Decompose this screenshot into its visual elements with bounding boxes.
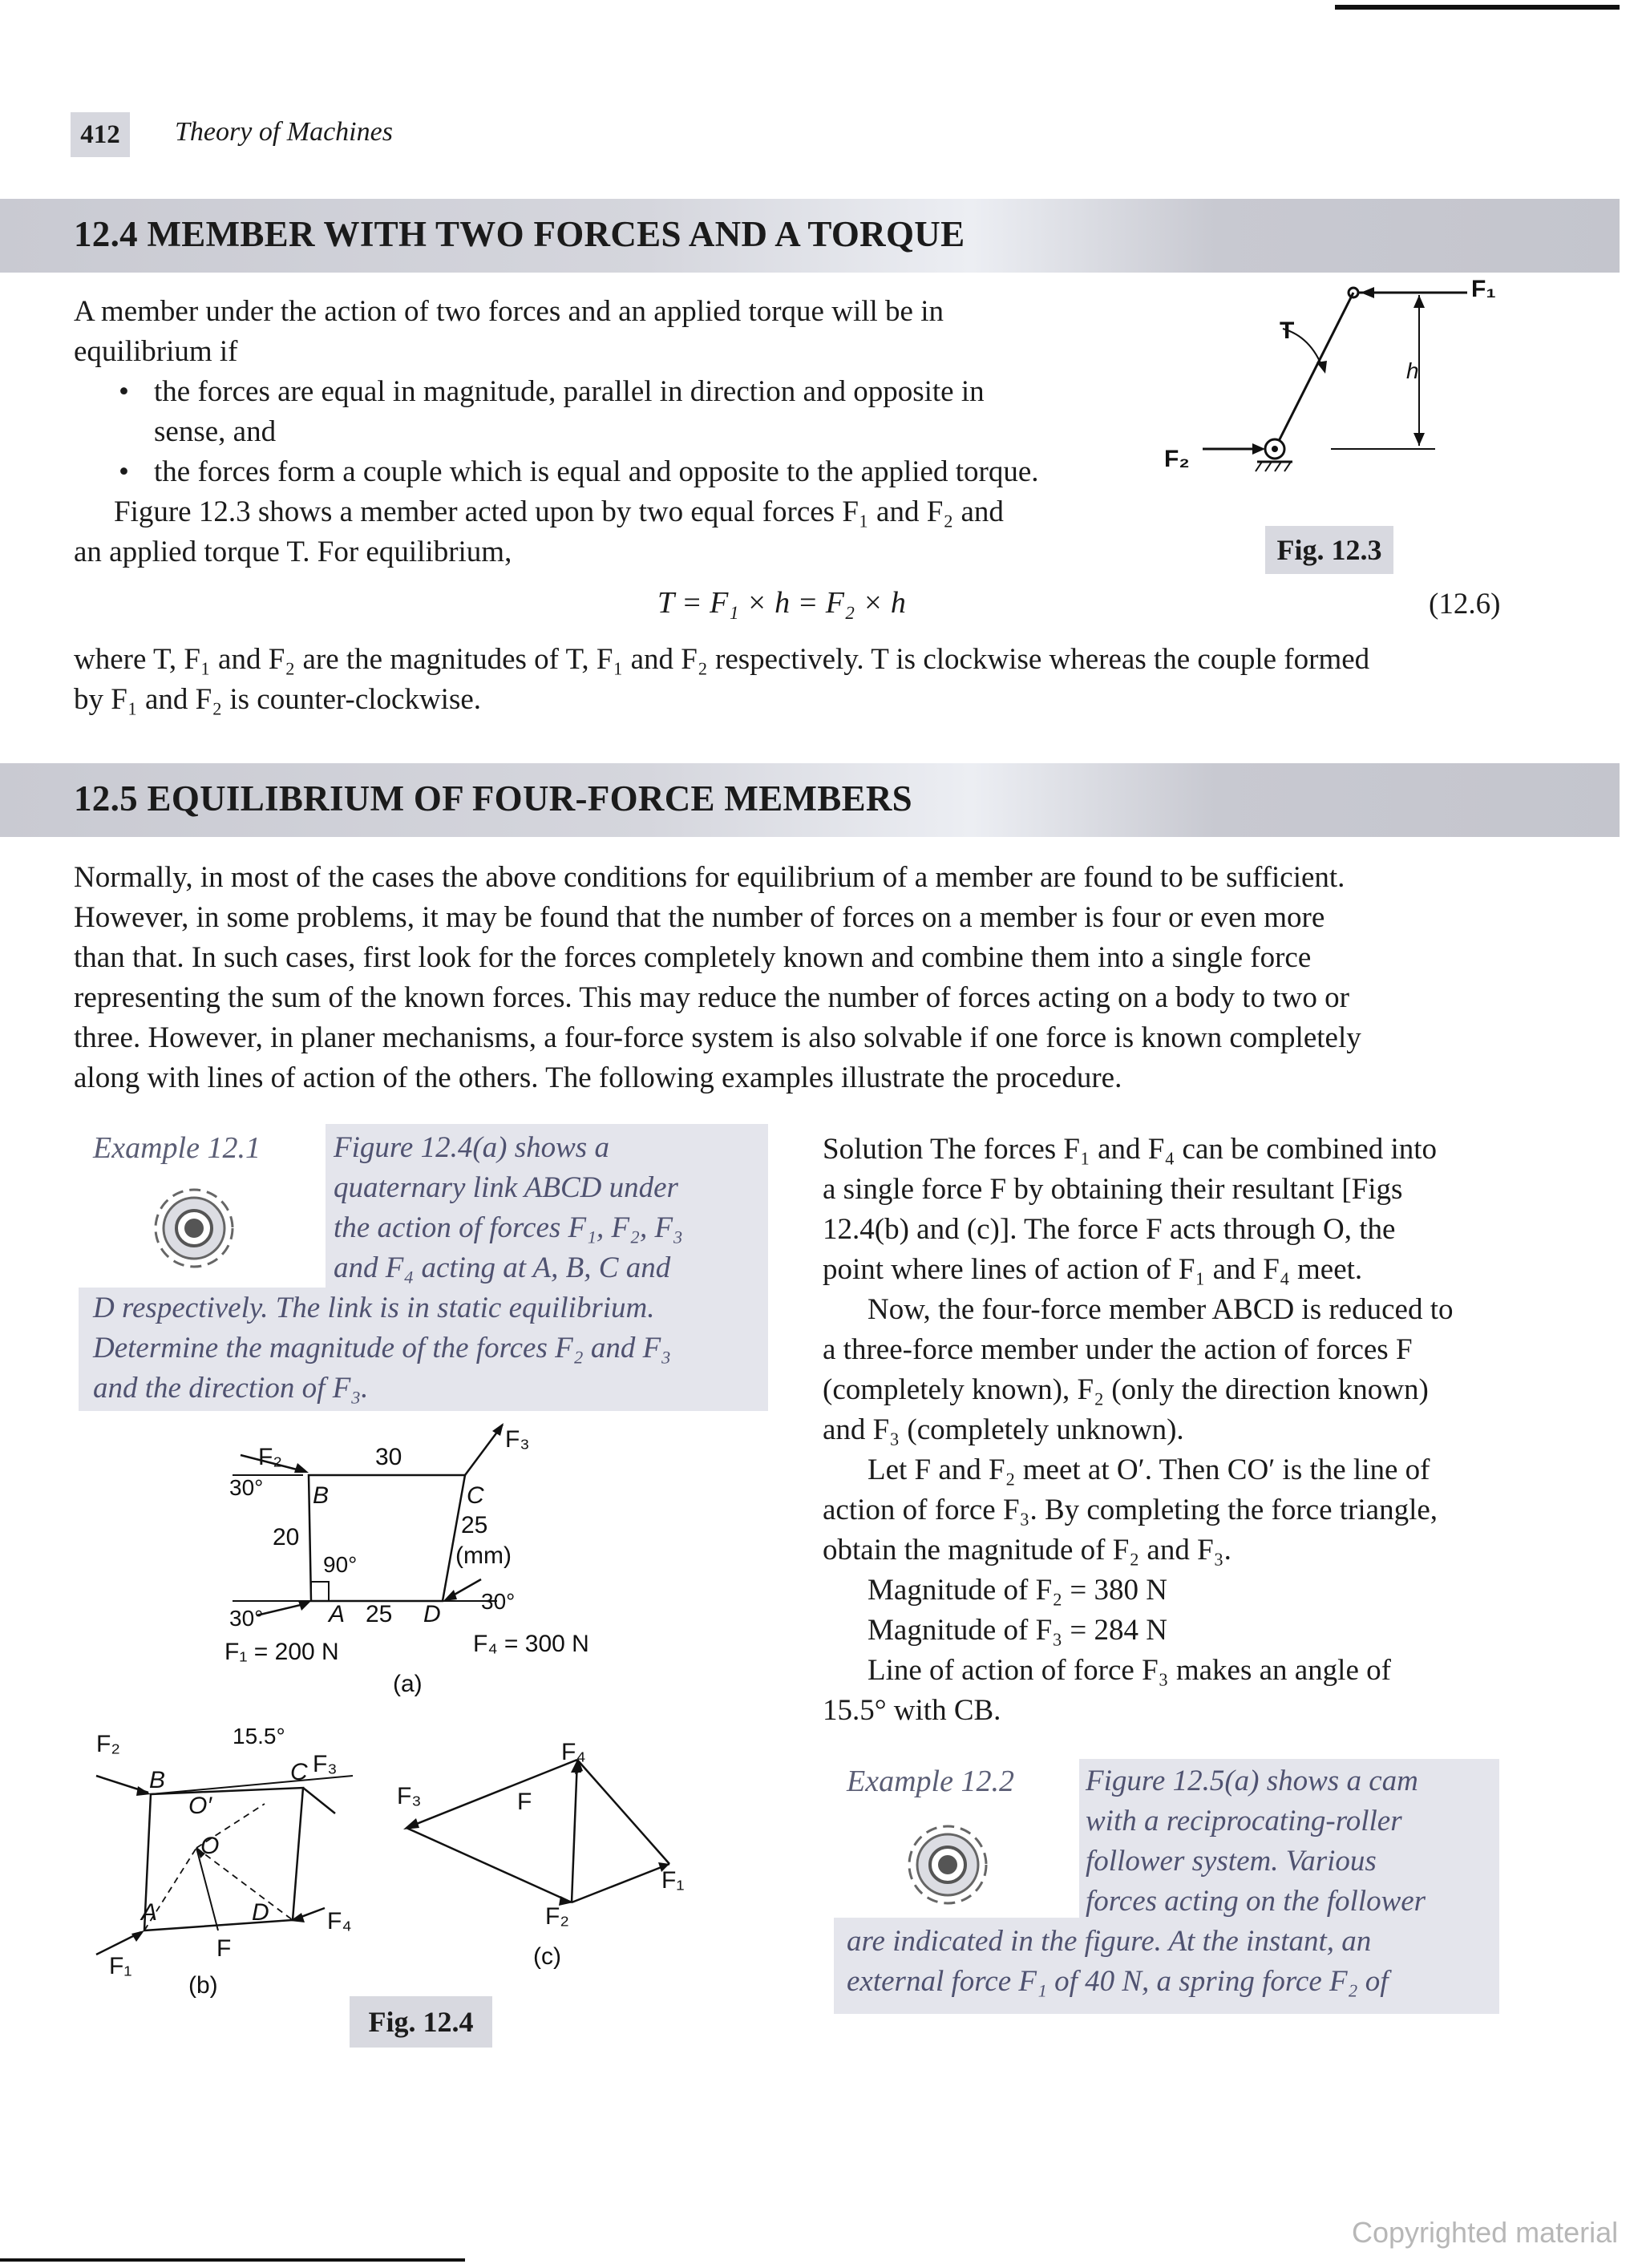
solution-line-7: (completely known), F₂ (only the direction known) bbox=[823, 1373, 1429, 1406]
body-line-2: However, in some problems, it may be found that the number of forces on a member is four or even more bbox=[74, 901, 1325, 934]
fig-a-len-CD: 25 bbox=[461, 1512, 488, 1538]
top-rule bbox=[1335, 5, 1620, 10]
fig-b-label-A: A bbox=[141, 1899, 158, 1926]
fig-b-sublabel: (b) bbox=[188, 1972, 218, 1999]
fig-c-label-F: F bbox=[517, 1789, 532, 1815]
bottom-rule bbox=[0, 2258, 465, 2262]
solution-line-8: and F₃ (completely unknown). bbox=[823, 1413, 1184, 1446]
running-head: Theory of Machines bbox=[175, 117, 393, 147]
fig-b-label-C: C bbox=[290, 1759, 308, 1785]
intro-line-1: A member under the action of two forces and an applied torque will be in bbox=[74, 295, 944, 328]
fig-b-label-F1: F₁ bbox=[109, 1953, 132, 1979]
solution-line-11: obtain the magnitude of F₂ and F₃. bbox=[823, 1534, 1232, 1567]
fig-c-label-F4: F₄ bbox=[561, 1739, 586, 1765]
solution-line-2: a single force F by obtaining their resultant [Figs bbox=[823, 1173, 1403, 1206]
solution-magnitude-F2: Magnitude of F₂ = 380 N bbox=[868, 1574, 1167, 1607]
fig-a-angle-D: 30° bbox=[481, 1589, 516, 1614]
page-number: 412 bbox=[71, 112, 130, 157]
fig-a-label-D: D bbox=[423, 1601, 441, 1627]
example-12-2-line-5: are indicated in the figure. At the instant, an bbox=[847, 1925, 1372, 1958]
gear-icon bbox=[892, 1809, 1004, 1921]
solution-line-6: a three-force member under the action of forces F bbox=[823, 1333, 1413, 1366]
fig-b-label-F2: F₂ bbox=[96, 1731, 120, 1757]
body-line-4: representing the sum of the known forces. This may reduce the number of forces acting on a body to two or bbox=[74, 981, 1349, 1014]
copyright-notice: Copyrighted material bbox=[1352, 2216, 1619, 2249]
fig-12-3-caption: Fig. 12.3 bbox=[1265, 526, 1393, 574]
example-12-1-line-2: quaternary link ABCD under bbox=[334, 1171, 678, 1204]
example-12-1-line-5: D respectively. The link is in static equilibrium. bbox=[93, 1292, 655, 1324]
body-line-5: three. However, in planer mechanisms, a four-force system is also solvable if one force is known completely bbox=[74, 1021, 1361, 1054]
fig-12-4c-diagram bbox=[397, 1736, 718, 1976]
example-12-1-line-6: Determine the magnitude of the forces F₂ and F₃ bbox=[93, 1332, 672, 1364]
solution-line-10: action of force F₃. By completing the force triangle, bbox=[823, 1494, 1438, 1526]
bullet-1-line-a: the forces are equal in magnitude, parallel in direction and opposite in bbox=[154, 375, 985, 408]
example-12-1-line-4: and F₄ acting at A, B, C and bbox=[334, 1251, 671, 1284]
equation-number: (12.6) bbox=[1429, 588, 1501, 621]
fig-b-label-D: D bbox=[252, 1899, 269, 1926]
section-heading-12-5: 12.5 EQUILIBRIUM OF FOUR-FORCE MEMBERS bbox=[74, 778, 913, 819]
bullet-dot-icon: • bbox=[119, 455, 129, 488]
para-line-2: an applied torque T. For equilibrium, bbox=[74, 536, 512, 568]
fig-a-angle-B: 30° bbox=[229, 1475, 264, 1500]
example-12-2-line-3: follower system. Various bbox=[1086, 1845, 1377, 1878]
example-12-2-line-6: external force F₁ of 40 N, a spring force F₂ of bbox=[847, 1965, 1389, 1998]
fig-a-len-AD: 25 bbox=[366, 1601, 393, 1627]
bullet-2-line: the forces form a couple which is equal and opposite to the applied torque. bbox=[154, 455, 1039, 488]
solution-line-15: 15.5° with CB. bbox=[823, 1694, 1001, 1727]
intro-line-2: equilibrium if bbox=[74, 335, 238, 368]
fig-a-len-BC: 30 bbox=[375, 1444, 402, 1470]
solution-line-4: point where lines of action of F₁ and F₄ meet. bbox=[823, 1253, 1363, 1286]
fig-12-3-label-F1: F₁ bbox=[1471, 276, 1496, 302]
solution-magnitude-F3: Magnitude of F₃ = 284 N bbox=[868, 1614, 1167, 1647]
fig-a-angle-right: 90° bbox=[323, 1552, 358, 1577]
fig-b-angle: 15.5° bbox=[233, 1724, 285, 1749]
fig-12-4a-diagram bbox=[208, 1423, 625, 1712]
equation-12-6: T = F₁ × h = F₂ × h bbox=[657, 586, 906, 620]
solution-line-1: Solution The forces F₁ and F₄ can be combined into bbox=[823, 1133, 1438, 1166]
fig-c-sublabel: (c) bbox=[533, 1943, 561, 1970]
body-line-3: than that. In such cases, first look for the forces completely known and combine them into a single force bbox=[74, 941, 1312, 974]
fig-b-label-F: F bbox=[216, 1935, 232, 1962]
example-12-2-line-2: with a reciprocating-roller bbox=[1086, 1805, 1402, 1837]
fig-b-label-B: B bbox=[149, 1767, 166, 1793]
bullet-dot-icon: • bbox=[119, 375, 129, 408]
fig-a-len-AB: 20 bbox=[273, 1524, 300, 1550]
fig-a-label-A: A bbox=[329, 1601, 346, 1627]
bullet-item-1 bbox=[119, 372, 1130, 452]
fig-a-label-F4: F₄ = 300 N bbox=[473, 1631, 589, 1657]
example-12-1-title: Example 12.1 bbox=[93, 1131, 261, 1165]
fig-c-label-F1: F₁ bbox=[661, 1867, 685, 1894]
fig-12-3-label-h: h bbox=[1406, 358, 1419, 383]
example-12-1-line-1: Figure 12.4(a) shows a bbox=[334, 1131, 609, 1164]
bullet-1-line-b: sense, and bbox=[154, 415, 277, 448]
body-line-1: Normally, in most of the cases the above conditions for equilibrium of a member are found to be sufficient. bbox=[74, 861, 1345, 894]
section-heading-12-4: 12.4 MEMBER WITH TWO FORCES AND A TORQUE bbox=[74, 214, 965, 254]
fig-a-unit: (mm) bbox=[455, 1542, 512, 1569]
where-line-1: where T, F₁ and F₂ are the magnitudes of T, F₁ and F₂ respectively. T is clockwise whereas the couple formed bbox=[74, 643, 1370, 676]
fig-12-3-label-F2: F₂ bbox=[1164, 446, 1190, 472]
fig-c-label-F3: F₃ bbox=[397, 1783, 422, 1809]
fig-12-4b-diagram bbox=[80, 1724, 385, 1999]
fig-a-label-B: B bbox=[313, 1482, 330, 1509]
fig-a-label-C: C bbox=[467, 1482, 484, 1509]
fig-a-label-F1: F₁ = 200 N bbox=[224, 1639, 339, 1665]
fig-b-label-O: O bbox=[200, 1833, 220, 1859]
bullet-item-2 bbox=[119, 452, 1130, 492]
fig-a-sublabel: (a) bbox=[393, 1671, 423, 1697]
example-12-2-title: Example 12.2 bbox=[847, 1765, 1014, 1798]
fig-c-label-F2: F₂ bbox=[545, 1903, 569, 1930]
solution-line-9: Let F and F₂ meet at O′. Then CO′ is the line of bbox=[868, 1453, 1430, 1486]
where-line-2: by F₁ and F₂ is counter-clockwise. bbox=[74, 683, 482, 716]
fig-b-label-Oprime: O′ bbox=[188, 1793, 212, 1819]
fig-12-3-label-T: T bbox=[1280, 317, 1295, 344]
solution-line-14: Line of action of force F₃ makes an angle of bbox=[868, 1654, 1391, 1687]
fig-a-angle-A: 30° bbox=[229, 1606, 264, 1631]
fig-b-label-F4: F₄ bbox=[327, 1908, 352, 1934]
fig-12-4-caption: Fig. 12.4 bbox=[350, 1996, 492, 2048]
fig-b-label-F3: F₃ bbox=[313, 1751, 338, 1777]
solution-line-3: 12.4(b) and (c)]. The force F acts through O, the bbox=[823, 1213, 1396, 1246]
example-12-2-line-1: Figure 12.5(a) shows a cam bbox=[1086, 1765, 1418, 1797]
example-12-1-line-7: and the direction of F₃. bbox=[93, 1372, 369, 1405]
fig-a-label-F2: F₂ bbox=[258, 1444, 282, 1470]
solution-line-5: Now, the four-force member ABCD is reduced to bbox=[868, 1293, 1454, 1326]
example-12-2-line-4: forces acting on the follower bbox=[1086, 1885, 1426, 1918]
gear-icon bbox=[138, 1172, 250, 1284]
para-line-1: Figure 12.3 shows a member acted upon by two equal forces F₁ and F₂ and bbox=[114, 495, 1004, 528]
example-12-1-line-3: the action of forces F₁, F₂, F₃ bbox=[334, 1211, 683, 1244]
fig-a-label-F3: F₃ bbox=[505, 1426, 530, 1453]
body-line-6: along with lines of action of the others. The following examples illustrate the procedure. bbox=[74, 1061, 1122, 1094]
fig-12-3-diagram bbox=[1163, 257, 1496, 505]
